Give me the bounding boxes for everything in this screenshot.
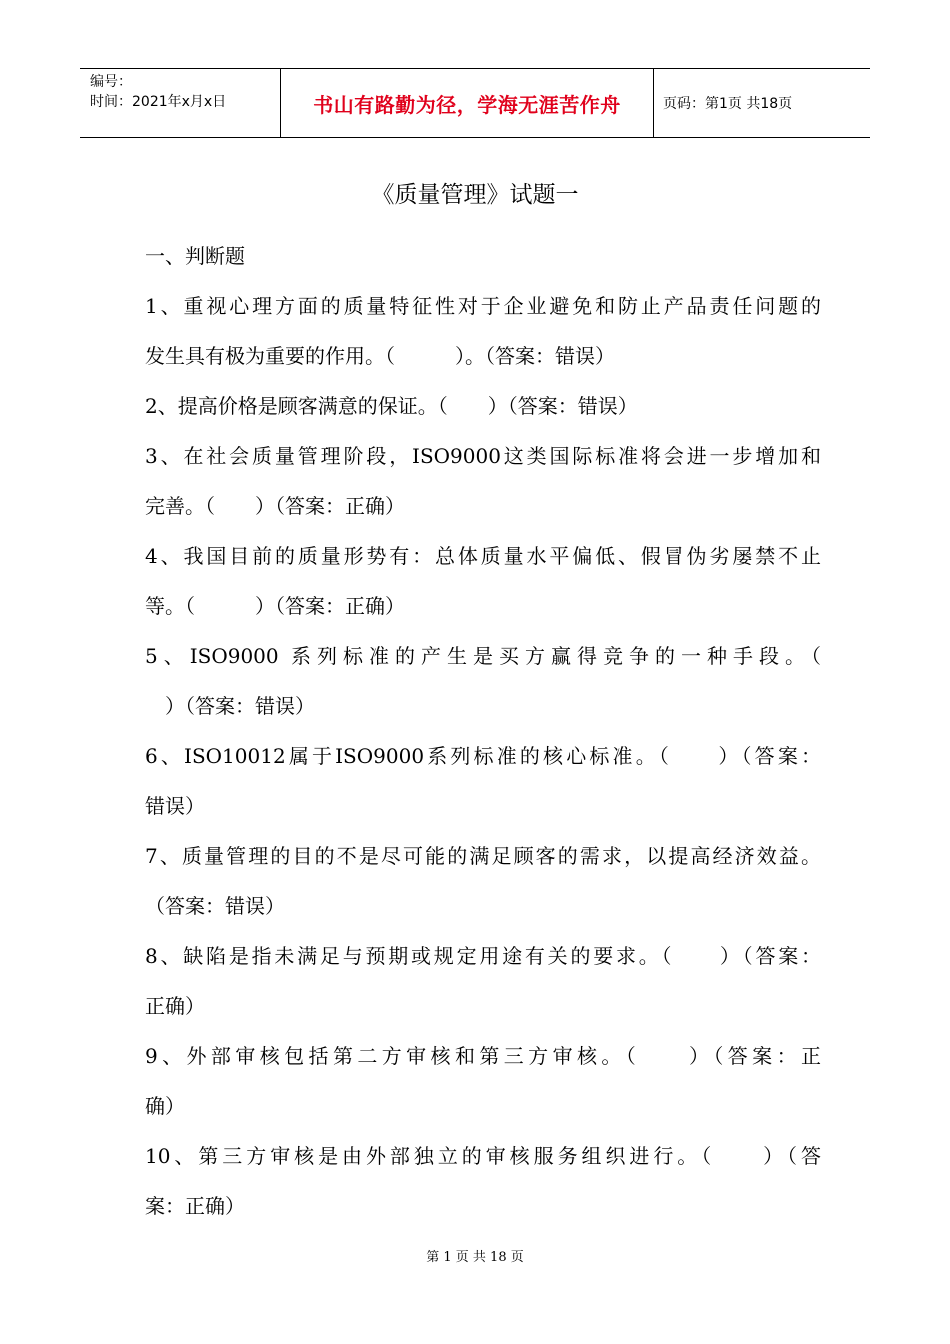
text-line: ）（答案：错误） [145, 694, 315, 718]
text-line: 2、提高价格是顾客满意的保证。（ ）（答案：错误） [145, 394, 638, 418]
text-line: 3、在社会质量管理阶段，ISO9000这类国际标准将会进一步增加和 [145, 444, 821, 468]
document-title: 《质量管理》试题一 [371, 182, 579, 208]
text-line: 发生具有极为重要的作用。（ ）。（答案：错误） [145, 344, 615, 368]
header-page-info: 页码：第1页 共18页 [663, 96, 793, 112]
text-line: 正确） [145, 994, 205, 1018]
text-line: 5、ISO9000 系列标准的产生是买方赢得竞争的一种手段。（ [145, 644, 821, 668]
text-line: 完善。（ ）（答案：正确） [145, 494, 405, 518]
question-list [145, 236, 821, 1236]
text-line: 等。（ ）（答案：正确） [145, 594, 405, 618]
text-line: 确） [145, 1094, 185, 1118]
header-motto: 书山有路勤为径，学海无涯苦作舟 [281, 69, 654, 137]
page-footer: 第 1 页 共 18 页 [426, 1250, 524, 1265]
section-heading: 一、判断题 [145, 244, 245, 268]
time-label: 时间：2021年x月x日 [90, 94, 227, 110]
text-line: 7、质量管理的目的不是尽可能的满足顾客的需求，以提高经济效益。 [145, 844, 821, 868]
text-line: （答案：错误） [145, 894, 285, 918]
text-line: 案：正确） [145, 1194, 245, 1218]
text-line: 1、重视心理方面的质量特征性对于企业避免和防止产品责任问题的 [145, 294, 821, 318]
text-line: 10、第三方审核是由外部独立的审核服务组织进行。（ ）（答 [145, 1144, 821, 1168]
header-meta [80, 69, 281, 137]
document-header [80, 68, 870, 138]
text-line: 8、缺陷是指未满足与预期或规定用途有关的要求。（ ）（答案： [145, 944, 821, 968]
number-label: 编号： [90, 74, 132, 90]
text-line: 9、外部审核包括第二方审核和第三方审核。（ ）（答案：正 [145, 1044, 821, 1068]
text-line: 6、ISO10012属于ISO9000系列标准的核心标准。（ ）（答案： [145, 744, 821, 768]
text-line: 错误） [145, 794, 205, 818]
text-line: 4、我国目前的质量形势有：总体质量水平偏低、假冒伪劣屡禁不止 [145, 544, 821, 568]
